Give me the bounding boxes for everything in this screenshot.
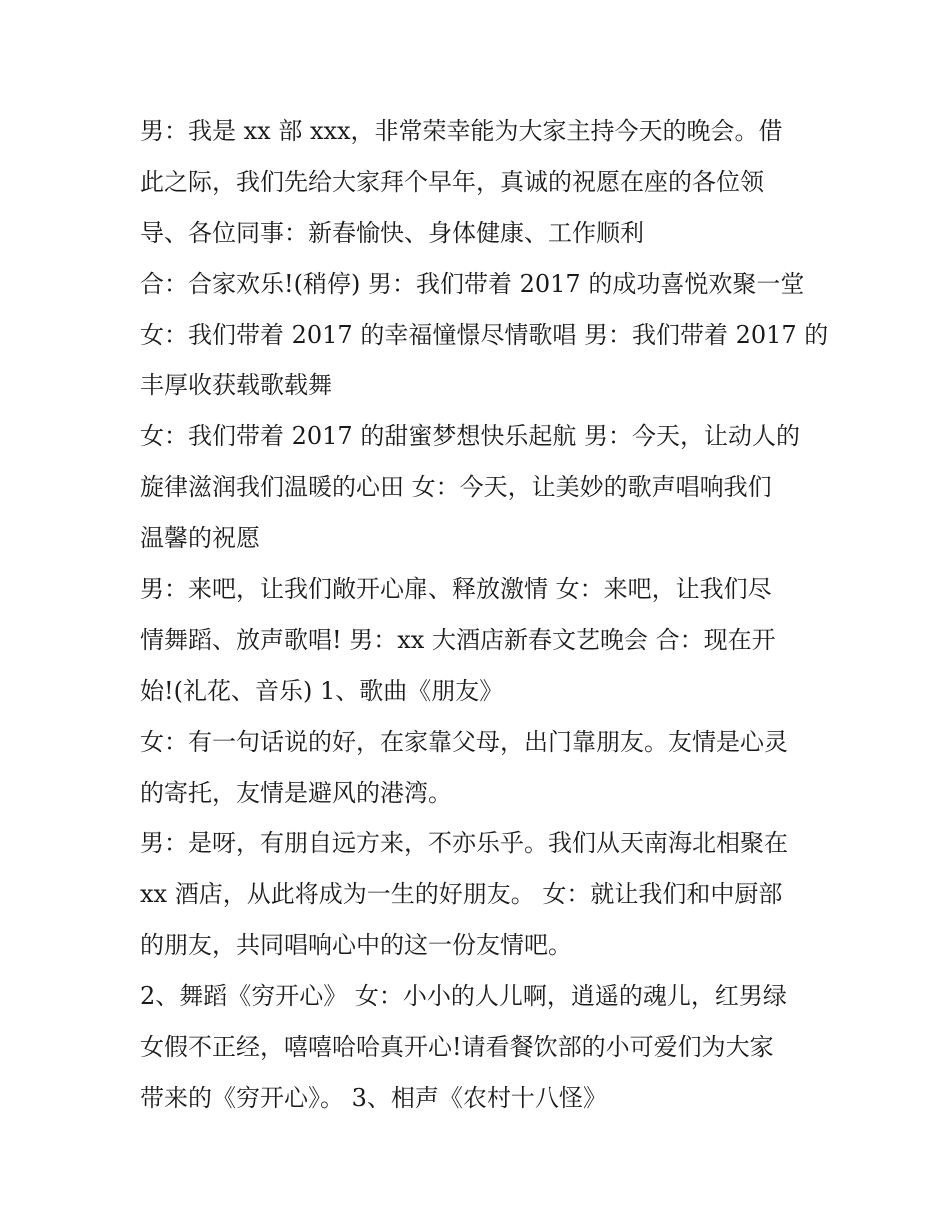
text-line: 女：有一句话说的好，在家靠父母，出门靠朋友。友情是心灵	[140, 727, 788, 756]
text-line: xx 酒店，从此将成为一生的好朋友。 女：就让我们和中厨部	[140, 880, 783, 909]
text-line: 男：来吧，让我们敞开心扉、释放激情 女：来吧，让我们尽	[140, 575, 772, 604]
text-line: 温馨的祝愿	[140, 524, 260, 553]
text-line: 情舞蹈、放声歌唱! 男：xx 大酒店新春文艺晚会 合：现在开	[140, 625, 776, 654]
text-line: 此之际，我们先给大家拜个早年，真诚的祝愿在座的各位领	[140, 167, 764, 196]
text-line: 始!(礼花、音乐) 1、歌曲《朋友》	[140, 676, 504, 705]
text-line: 合：合家欢乐!(稍停) 男：我们带着 2017 的成功喜悦欢聚一堂	[140, 269, 805, 298]
text-line: 旋律滋润我们温暖的心田 女：今天，让美妙的歌声唱响我们	[140, 473, 772, 502]
text-line: 丰厚收获载歌载舞	[140, 371, 332, 400]
text-line: 的寄托，友情是避风的港湾。	[140, 778, 452, 807]
text-line: 带来的《穷开心》。 3、相声《农村十八怪》	[140, 1083, 607, 1112]
script-text	[140, 106, 830, 1124]
text-line: 女假不正经，嘻嘻哈哈真开心!请看餐饮部的小可爱们为大家	[140, 1033, 774, 1062]
text-line: 男：我是 xx 部 xxx，非常荣幸能为大家主持今天的晚会。借	[140, 117, 783, 145]
text-line: 2、舞蹈《穷开心》 女：小小的人儿啊，逍遥的魂儿，红男绿	[140, 982, 787, 1011]
text-line: 女：我们带着 2017 的幸福憧憬尽情歌唱 男：我们带着 2017 的	[140, 320, 829, 349]
text-line: 导、各位同事：新春愉快、身体健康、工作顺利	[140, 218, 644, 247]
text-line: 女：我们带着 2017 的甜蜜梦想快乐起航 男：今天，让动人的	[140, 422, 800, 451]
text-line: 的朋友，共同唱响心中的这一份友情吧。	[140, 931, 572, 960]
text-line: 男：是呀，有朋自远方来，不亦乐乎。我们从天南海北相聚在	[140, 829, 788, 858]
